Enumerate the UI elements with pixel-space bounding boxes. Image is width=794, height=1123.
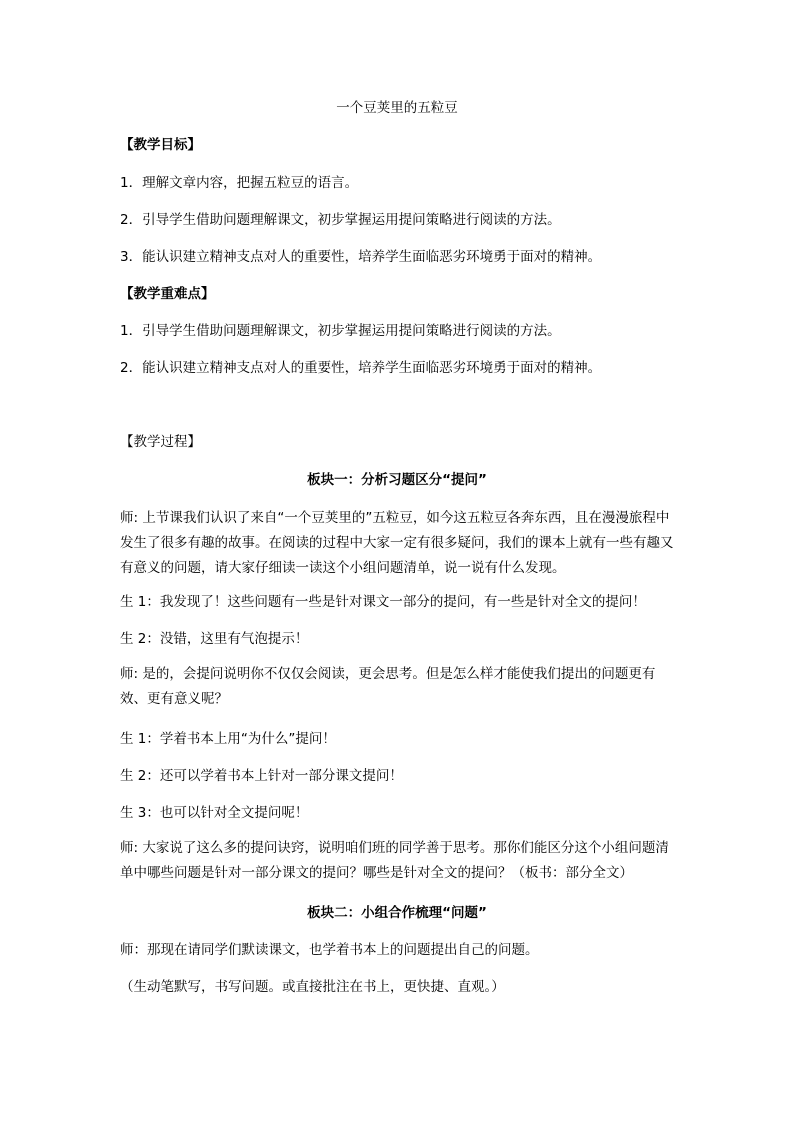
dialogue-paragraph: （生动笔默写，书写问题。或直接批注在书上，更快捷、直观。） <box>120 979 505 995</box>
section-title: 板块二：小组合作梳理“问题” <box>307 905 487 921</box>
dialogue-paragraph: 生 1：学着书本上用“为什么”提问！ <box>120 731 336 747</box>
dialogue-paragraph: 生 2：没错，这里有气泡提示！ <box>120 631 309 647</box>
key-point-item: 1．引导学生借助问题理解课文，初步掌握运用提问策略进行阅读的方法。 <box>120 323 561 339</box>
document-title: 一个豆荚里的五粒豆 <box>336 100 458 116</box>
dialogue-paragraph: 师: 上节课我们认识了来自“一个豆荚里的”五粒豆，如今这五粒豆各奔东西，且在漫漫旅程中发生了很多有趣的故事。在阅读的过程中大家一定有很多疑问，我们的课本上就有一些有趣又有意义的问题，请大家仔细读一读这个小组问题清单，说一说有什么发现。 <box>120 510 674 576</box>
dialogue-paragraph: 师：那现在请同学们默读课文，也学着书本上的问题提出自己的问题。 <box>120 942 539 958</box>
key-points-heading: 【教学重难点】 <box>120 286 215 302</box>
process-heading: 【教学过程】 <box>120 434 201 450</box>
section-title: 板块一：分析习题区分“提问” <box>307 472 487 488</box>
dialogue-paragraph: 师: 是的，会提问说明你不仅仅会阅读，更会思考。但是怎么样才能使我们提出的问题更有效、更有意义呢？ <box>120 666 656 707</box>
dialogue-paragraph: 生 3：也可以针对全文提问呢！ <box>120 805 309 821</box>
dialogue-paragraph: 生 1：我发现了！这些问题有一些是针对课文一部分的提问，有一些是针对全文的提问！ <box>120 594 646 610</box>
objective-item: 3．能认识建立精神支点对人的重要性，培养学生面临恶劣环境勇于面对的精神。 <box>120 249 602 265</box>
dialogue-paragraph: 生 2：还可以学着书本上针对一部分课文提问！ <box>120 768 403 784</box>
objective-item: 1．理解文章内容，把握五粒豆的语言。 <box>120 175 359 191</box>
dialogue-paragraph: 师: 大家说了这么多的提问诀窍，说明咱们班的同学善于思考。那你们能区分这个小组问题清单中哪些问题是针对一部分课文的提问？哪些是针对全文的提问？（板书：部分全文） <box>120 840 669 881</box>
objectives-heading: 【教学目标】 <box>120 137 201 153</box>
objective-item: 2．引导学生借助问题理解课文，初步掌握运用提问策略进行阅读的方法。 <box>120 212 561 228</box>
key-point-item: 2．能认识建立精神支点对人的重要性，培养学生面临恶劣环境勇于面对的精神。 <box>120 360 602 376</box>
